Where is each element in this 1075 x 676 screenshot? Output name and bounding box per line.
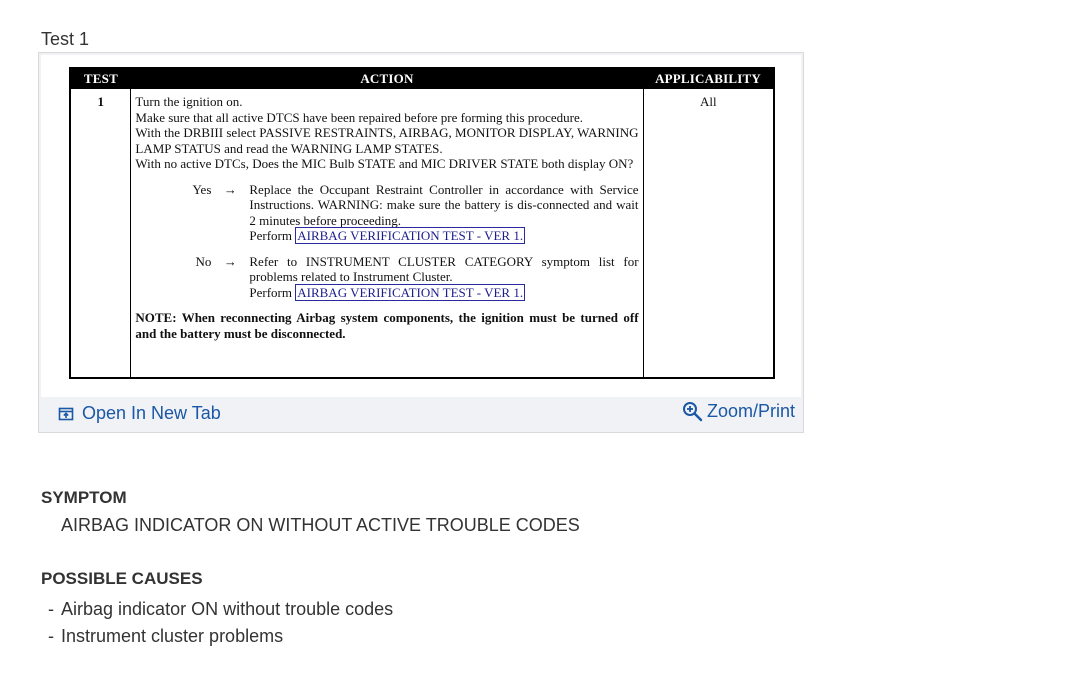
cause-text: Airbag indicator ON without trouble codes xyxy=(61,599,394,619)
header-action: ACTION xyxy=(131,68,643,89)
perform-label: Perform xyxy=(249,228,292,243)
arrow-right-icon: → xyxy=(223,253,237,269)
symptom-text: AIRBAG INDICATOR ON WITHOUT ACTIVE TROUBLE CODES xyxy=(61,515,580,535)
verification-test-link[interactable]: AIRBAG VERIFICATION TEST - VER 1. xyxy=(297,228,524,243)
branch-yes xyxy=(135,182,638,244)
possible-causes-heading: POSSIBLE CAUSES xyxy=(41,569,203,588)
branch-no-instruction: Refer to INSTRUMENT CLUSTER CATEGORY symptom list for problems related to Instrument Cluster. xyxy=(249,253,639,284)
symptom-heading: SYMPTOM xyxy=(41,488,127,507)
arrow-right-icon: → xyxy=(223,181,237,197)
zoom-print-button[interactable] xyxy=(682,401,795,422)
procedure-image[interactable] xyxy=(41,55,801,397)
branch-no-label: No xyxy=(195,253,212,269)
test-number: 1 xyxy=(70,89,131,378)
branch-no-text xyxy=(249,254,638,301)
possible-causes-list xyxy=(41,596,393,650)
cause-text: Instrument cluster problems xyxy=(61,626,284,646)
table-row xyxy=(70,89,774,378)
branch-yes-text xyxy=(249,182,638,244)
open-in-new-tab-button[interactable] xyxy=(58,403,221,424)
action-line: With the DRBIII select PASSIVE RESTRAINTS, AIRBAG, MONITOR DISPLAY, WARNING LAMP STATUS and read the WARNING LAMP STATES. xyxy=(135,125,639,156)
action-line: Turn the ignition on. xyxy=(135,94,243,109)
branch-no xyxy=(135,254,638,301)
verification-test-link[interactable]: AIRBAG VERIFICATION TEST - VER 1. xyxy=(297,284,524,300)
action-line: Make sure that all active DTCS have been repaired before pre forming this procedure. xyxy=(135,109,583,125)
branch-yes-instruction: Replace the Occupant Restraint Controller in accordance with Service Instructions. WARNING: make sure the battery is dis-connected and wait 2 minutes before proceeding. xyxy=(249,181,639,228)
list-dash: - xyxy=(48,626,54,646)
note-text: NOTE: When reconnecting Airbag system components, the ignition must be turned off and the battery must be disconnected. xyxy=(135,310,639,341)
zoom-print-label: Zoom/Print xyxy=(706,401,795,421)
list-item xyxy=(41,623,393,650)
procedure-figure xyxy=(38,52,804,433)
open-new-tab-icon xyxy=(58,406,74,422)
open-in-new-tab-label: Open In New Tab xyxy=(82,403,221,423)
list-dash: - xyxy=(48,599,54,619)
procedure-table xyxy=(69,67,775,379)
perform-label: Perform xyxy=(249,284,292,300)
figure-footer xyxy=(39,399,803,433)
action-line: With no active DTCs, Does the MIC Bulb STATE and MIC DRIVER STATE both display ON? xyxy=(135,156,634,171)
list-item xyxy=(41,596,393,623)
action-cell xyxy=(131,89,643,378)
applicability-value: All xyxy=(699,94,717,109)
page-title: Test 1 xyxy=(41,29,90,49)
zoom-in-icon xyxy=(682,401,703,422)
header-test: TEST xyxy=(70,68,131,89)
header-applicability: APPLICABILITY xyxy=(643,68,774,89)
branch-yes-label: Yes xyxy=(192,181,212,197)
